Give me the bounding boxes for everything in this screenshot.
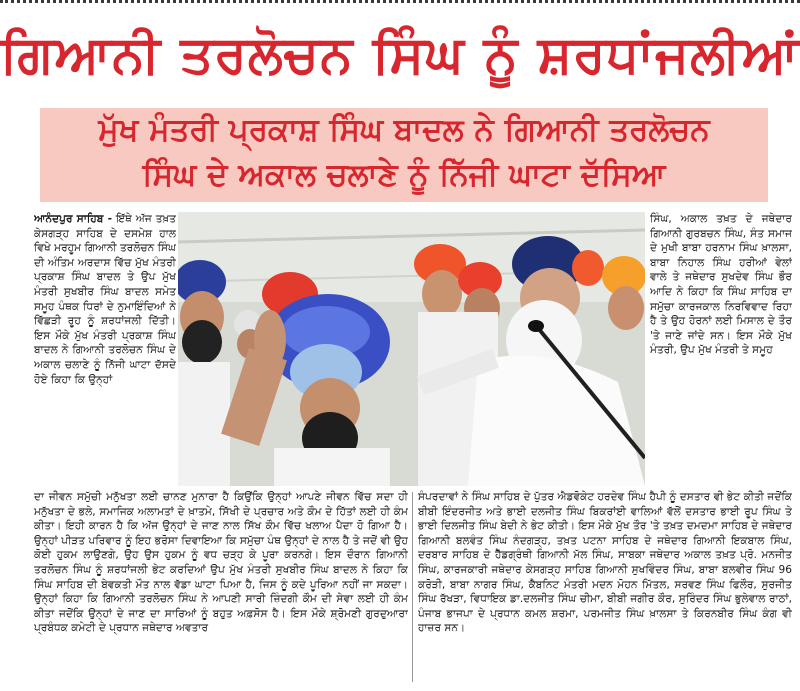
article-column-bottom-right: ਸੰਪਰਦਾਵਾਂ ਨੇ ਸਿੰਘ ਸਾਹਿਬ ਦੇ ਪੁੱਤਰ ਐਡਵੋਕੇਟ ਹਰਦੇਵ ਸਿੰਘ ਹੈਪੀ ਨੂੰ ਦਸਤਾਰ ਵੀ ਭੇਟ ਕੀਤੀ ਜਦੋਂਕਿ ਬੀਬੀ ਇੰਦਰਜੀਤ ਅਤੇ ਭਾਈ ਦਲਜੀਤ ਸਿੰਘ ਬਿਕਰਾਂਈ ਵਾਲਿਆਂ ਵੱਲੋਂ ਦਸਤਾਰ ਭਾਈ ਰੂਪ ਸਿੰਘ ਤੇ ਭਾਈ ਦਿਲਜੀਤ ਸਿੰਘ ਬੇਦੀ ਨੇ ਭੇਟ ਕੀਤੀ। ਇਸ ਮੌਕੇ ਮੁੱਖ ਤੌਰ 'ਤੇ ਤਖ਼ਤ ਦਮਦਮਾ ਸਾਹਿਬ ਦੇ ਜਥੇਦਾਰ ਗਿਆਨੀ ਬਲਵੰਤ ਸਿੰਘ ਨੰਦਗੜ੍ਹ, ਤਖ਼ਤ ਪਟਨਾ ਸਾਹਿਬ ਦੇ ਜਥੇਦਾਰ ਗਿਆਨੀ ਇਕਬਾਲ ਸਿੰਘ, ਦਰਬਾਰ ਸਾਹਿਬ ਦੇ ਹੈੱਡਗ੍ਰੰਥੀ ਗਿਆਨੀ ਮੱਲ ਸਿੰਘ, ਸਾਬਕਾ ਜਥੇਦਾਰ ਅਕਾਲ ਤਖ਼ਤ ਪ੍ਰੋ. ਮਨਜੀਤ ਸਿੰਘ, ਕਾਰਜਕਾਰੀ ਜਥੇਦਾਰ ਕੇਸਗੜ੍ਹ ਸਾਹਿਬ ਗਿਆਨੀ ਸੁਖਵਿੰਦਰ ਸਿੰਘ, ਬਾਬਾ ਬਲਵੀਰ ਸਿੰਘ 96 ਕਰੋੜੀ, ਬਾਬਾ ਨਾਗਰ ਸਿੰਘ, ਕੈਬਨਿਟ ਮੰਤਰੀ ਮਦਨ ਮੋਹਨ ਮਿੱਤਲ, ਸਰਵਣ ਸਿੰਘ ਫਿਲੌਰ, ਸੁਰਜੀਤ ਸਿੰਘ ਰੱਖੜਾ, ਵਿਧਾਇਕ ਡਾ.ਦਲਜੀਤ ਸਿੰਘ ਚੀਮਾ, ਬੀਬੀ ਜਗੀਰ ਕੌਰ, ਸੁਰਿੰਦਰ ਸਿੰਘ ਭੁਲੇਵਾਲ ਰਾਠਾਂ, ਪੰਜਾਬ ਭਾਜਪਾ ਦੇ ਪ੍ਰਧਾਨ ਕਮਲ ਸ਼ਰਮਾ, ਪਰਮਜੀਤ ਸਿੰਘ ਖ਼ਾਲਸਾ ਤੇ ਕਿਰਨਬੀਰ ਸਿੰਘ ਕੰਗ ਵੀ ਹਾਜ਼ਰ ਸਨ। [418, 491, 792, 635]
article-dateline: ਆਨੰਦਪੁਰ ਸਾਹਿਬ - [34, 213, 113, 225]
headline: ਗਿਆਨੀ ਤਰਲੋਚਨ ਸਿੰਘ ਨੂੰ ਸ਼ਰਧਾਂਜਲੀਆਂ [0, 25, 800, 85]
news-photo [178, 212, 645, 486]
top-dotted-border [0, 0, 800, 11]
article-column-bottom-left: ਦਾ ਜੀਵਨ ਸਮੁੱਚੀ ਮਨੁੱਖਤਾ ਲਈ ਚਾਨਣ ਮੁਨਾਰਾ ਹੈ ਕਿਉਂਕਿ ਉਨ੍ਹਾਂ ਆਪਣੇ ਜੀਵਨ ਵਿੱਚ ਸਦਾ ਹੀ ਮਨੁੱਖਤਾ ਦੇ ਭਲੇ, ਸਮਾਜਿਕ ਅਲਾਮਤਾਂ ਦੇ ਖ਼ਾਤਮੇ, ਸਿੱਖੀ ਦੇ ਪ੍ਰਚਾਰ ਅਤੇ ਕੌਮ ਦੇ ਹਿੱਤਾਂ ਲਈ ਹੀ ਕੰਮ ਕੀਤਾ। ਇਹੀ ਕਾਰਨ ਹੈ ਕਿ ਅੱਜ ਉਨ੍ਹਾਂ ਦੇ ਜਾਣ ਨਾਲ ਸਿੱਖ ਕੌਮ ਵਿੱਚ ਖਲਾਅ ਪੈਦਾ ਹੋ ਗਿਆ ਹੈ। ਉਨ੍ਹਾਂ ਪੀੜਤ ਪਰਿਵਾਰ ਨੂੰ ਇਹ ਭਰੋਸਾ ਦਿਵਾਇਆ ਕਿ ਸਮੁੱਚਾ ਪੰਥ ਉਨ੍ਹਾਂ ਦੇ ਨਾਲ ਹੈ ਤੇ ਜਦੋਂ ਵੀ ਉਹ ਕੋਈ ਹੁਕਮ ਲਾਉਣਗੇ, ਉਹ ਉਸ ਹੁਕਮ ਨੂੰ ਵਧ ਚੜ੍ਹ ਕੇ ਪੂਰਾ ਕਰਨਗੇ। ਇਸ ਦੌਰਾਨ ਗਿਆਨੀ ਤਰਲੋਚਨ ਸਿੰਘ ਨੂੰ ਸ਼ਰਧਾਂਜਲੀ ਭੇਟ ਕਰਦਿਆਂ ਉਪ ਮੁੱਖ ਮੰਤਰੀ ਸੁਖਬੀਰ ਸਿੰਘ ਬਾਦਲ ਨੇ ਕਿਹਾ ਕਿ ਸਿੰਘ ਸਾਹਿਬ ਦੀ ਬੇਵਕਤੀ ਮੌਤ ਨਾਲ ਵੱਡਾ ਘਾਟਾ ਪਿਆ ਹੈ, ਜਿਸ ਨੂੰ ਕਦੇ ਪੂਰਿਆ ਨਹੀਂ ਜਾ ਸਕਦਾ। ਉਨ੍ਹਾਂ ਕਿਹਾ ਕਿ ਗਿਆਨੀ ਤਰਲੋਚਨ ਸਿੰਘ ਨੇ ਆਪਣੀ ਸਾਰੀ ਜ਼ਿੰਦਗੀ ਕੌਮ ਦੀ ਸੇਵਾ ਲਈ ਹੀ ਕੰਮ ਕੀਤਾ ਜਦੋਂਕਿ ਉਨ੍ਹਾਂ ਦੇ ਜਾਣ ਦਾ ਸਾਰਿਆਂ ਨੂੰ ਬਹੁਤ ਅਫ਼ਸੋਸ ਹੈ। ਇਸ ਮੌਕੇ ਸ਼੍ਰੋਮਣੀ ਗੁਰਦੁਆਰਾ ਪ੍ਰਬੰਧਕ ਕਮੇਟੀ ਦੇ ਪ੍ਰਧਾਨ ਜਥੇਦਾਰ ਅਵਤਾਰ [34, 491, 408, 635]
subheadline-line-2: ਸਿੰਘ ਦੇ ਅਕਾਲ ਚਲਾਣੇ ਨੂੰ ਨਿੱਜੀ ਘਾਟਾ ਦੱਸਿਆ [142, 157, 666, 193]
subheadline-line-1: ਮੁੱਖ ਮੰਤਰੀ ਪ੍ਰਕਾਸ਼ ਸਿੰਘ ਬਾਦਲ ਨੇ ਗਿਆਨੀ ਤਰਲੋਚਨ [98, 112, 710, 148]
article-left-text: ਇੱਥੇ ਅੱਜ ਤਖ਼ਤ ਕੇਸਗੜ੍ਹ ਸਾਹਿਬ ਦੇ ਦਸਮੇਸ਼ ਹਾਲ ਵਿਖੇ ਮਰਹੂਮ ਗਿਆਨੀ ਤਰਲੋਚਨ ਸਿੰਘ ਦੀ ਅੰਤਿਮ ਅਰਦਾਸ ਵਿੱਚ ਮੁੱਖ ਮੰਤਰੀ ਪ੍ਰਕਾਸ਼ ਸਿੰਘ ਬਾਦਲ ਤੇ ਉਪ ਮੁੱਖ ਮੰਤਰੀ ਸੁਖਬੀਰ ਸਿੰਘ ਬਾਦਲ ਸਮੇਤ ਸਮੂਹ ਪੰਥਕ ਧਿਰਾਂ ਦੇ ਨੁਮਾਇੰਦਿਆਂ ਨੇ ਵਿੱਛੜੀ ਰੂਹ ਨੂੰ ਸ਼ਰਧਾਂਜਲੀ ਦਿੱਤੀ। ਇਸ ਮੌਕੇ ਮੁੱਖ ਮੰਤਰੀ ਪ੍ਰਕਾਸ਼ ਸਿੰਘ ਬਾਦਲ ਨੇ ਗਿਆਨੀ ਤਰਲੋਚਨ ਸਿੰਘ ਦੇ ਅਕਾਲ ਚਲਾਣੇ ਨੂੰ ਨਿੱਜੀ ਘਾਟਾ ਦੱਸਦੇ ਹੋਏ ਕਿਹਾ ਕਿ ਉਨ੍ਹਾਂ [34, 213, 176, 386]
photo-illustration [178, 212, 645, 486]
article-column-right: ਸਿੰਘ, ਅਕਾਲ ਤਖ਼ਤ ਦੇ ਜਥੇਦਾਰ ਗਿਆਨੀ ਗੁਰਬਚਨ ਸਿੰਘ, ਸੰਤ ਸਮਾਜ ਦੇ ਮੁਖੀ ਬਾਬਾ ਹਰਨਾਮ ਸਿੰਘ ਖ਼ਾਲਸਾ, ਬਾਬਾ ਨਿਹਾਲ ਸਿੰਘ ਹਰੀਆਂ ਵੇਲਾਂ ਵਾਲੇ ਤੇ ਜਥੇਦਾਰ ਸੁਖਦੇਵ ਸਿੰਘ ਭੌਰ ਆਦਿ ਨੇ ਕਿਹਾ ਕਿ ਸਿੰਘ ਸਾਹਿਬ ਦਾ ਸਮੁੱਚਾ ਕਾਰਜਕਾਲ ਨਿਰਵਿਵਾਦ ਰਿਹਾ ਹੈ ਤੇ ਉਹ ਹੋਰਨਾਂ ਲਈ ਮਿਸਾਲ ਦੇ ਤੌਰ 'ਤੇ ਜਾਣੇ ਜਾਂਦੇ ਸਨ। ਇਸ ਮੌਕੇ ਮੁੱਖ ਮੰਤਰੀ, ਉਪ ਮੁੱਖ ਮੰਤਰੀ ਤੇ ਸਮੂਹ [650, 213, 792, 357]
subheadline-box [40, 108, 768, 202]
column-divider [412, 492, 413, 682]
article-column-left [34, 212, 176, 490]
